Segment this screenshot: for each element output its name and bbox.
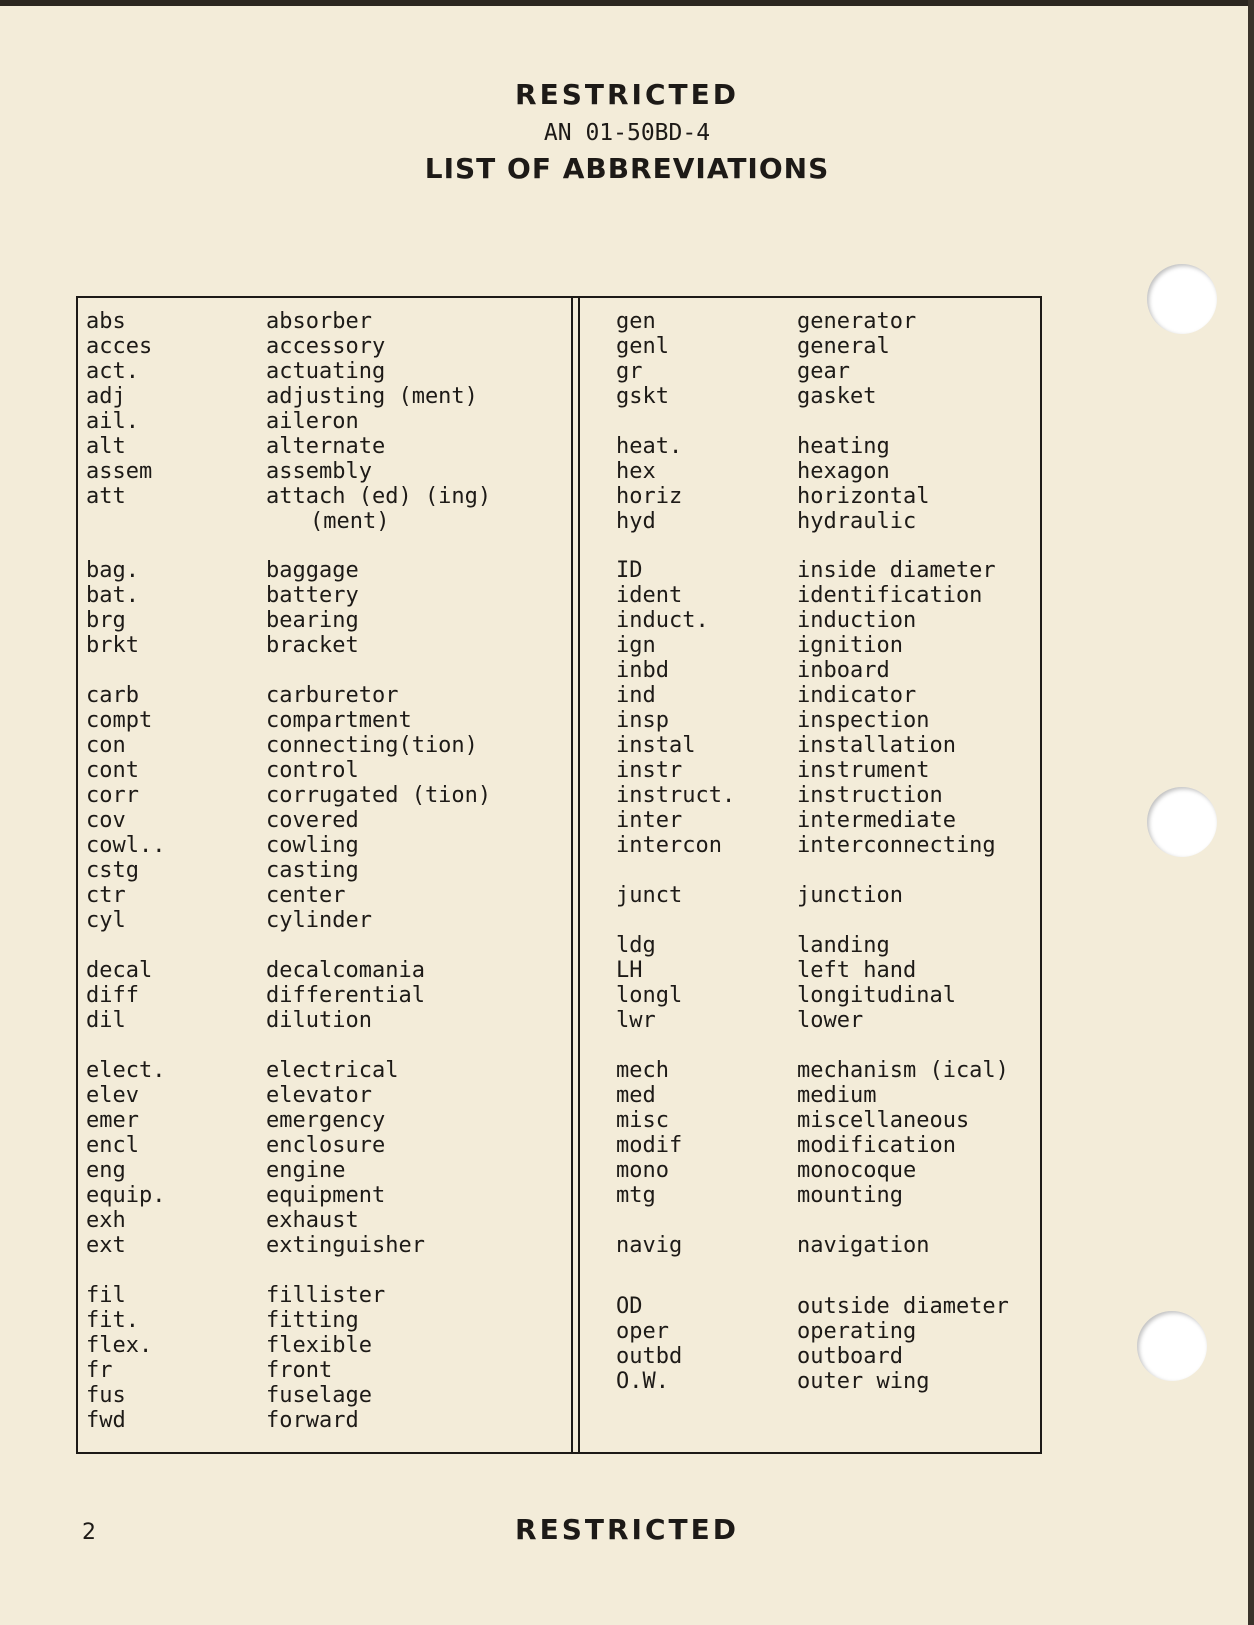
abbreviation: fus — [86, 1383, 126, 1408]
punch-hole — [1147, 264, 1217, 334]
abbreviation: bag. — [86, 558, 139, 583]
definition: fuselage — [266, 1383, 372, 1408]
definition: corrugated (tion) — [266, 783, 492, 808]
abbreviation: mech — [616, 1058, 669, 1083]
footer-classification: RESTRICTED — [515, 1513, 739, 1546]
definition: emergency — [266, 1108, 386, 1133]
abbreviation: elev — [86, 1083, 139, 1108]
definition: gear — [797, 359, 850, 384]
abbreviation: brg — [86, 608, 126, 633]
abbreviation: LH — [616, 958, 643, 983]
definition: lower — [797, 1008, 864, 1033]
definition: exhaust — [266, 1208, 359, 1233]
abbreviation: ident — [616, 583, 683, 608]
abbreviation: ctr — [86, 883, 126, 908]
abbreviation: eng — [86, 1158, 126, 1183]
definition: longitudinal — [797, 983, 956, 1008]
definition: covered — [266, 808, 359, 833]
definition: mechanism (ical) — [797, 1058, 1009, 1083]
definition: bearing — [266, 608, 359, 633]
column-divider — [578, 296, 580, 1454]
abbreviation: fwd — [86, 1408, 126, 1433]
definition: operating — [797, 1319, 917, 1344]
definition: assembly — [266, 459, 372, 484]
definition: baggage — [266, 558, 359, 583]
definition: heating — [797, 434, 890, 459]
definition: gasket — [797, 384, 877, 409]
document-number: AN 01-50BD-4 — [543, 120, 711, 146]
abbreviation: inter — [616, 808, 683, 833]
definition: horizontal — [797, 484, 930, 509]
page-title: LIST OF ABBREVIATIONS — [424, 152, 830, 185]
abbreviation: dil — [86, 1008, 126, 1033]
definition: forward — [266, 1408, 359, 1433]
punch-hole — [1147, 787, 1217, 857]
definition: left hand — [797, 958, 917, 983]
abbreviation: adj — [86, 384, 126, 409]
definition: accessory — [266, 334, 386, 359]
abbreviation: con — [86, 733, 126, 758]
abbreviation: ldg — [616, 933, 656, 958]
abbreviation: assem — [86, 459, 153, 484]
definition: outside diameter — [797, 1294, 1009, 1319]
definition: hydraulic — [797, 509, 917, 534]
abbreviation: insp — [616, 708, 669, 733]
abbreviation: ext — [86, 1233, 126, 1258]
abbreviation: act. — [86, 359, 139, 384]
definition: fillister — [266, 1283, 386, 1308]
abbreviation: junct — [616, 883, 683, 908]
abbreviation: lwr — [616, 1008, 656, 1033]
definition: monocoque — [797, 1158, 917, 1183]
abbreviation: emer — [86, 1108, 139, 1133]
abbreviation: instr — [616, 758, 683, 783]
abbreviation: intercon — [616, 833, 722, 858]
definition: equipment — [266, 1183, 386, 1208]
abbreviation: genl — [616, 334, 669, 359]
abbreviation: att — [86, 484, 126, 509]
definition: battery — [266, 583, 359, 608]
abbreviation: fit. — [86, 1308, 139, 1333]
definition: differential — [266, 983, 425, 1008]
abbreviation: mtg — [616, 1183, 656, 1208]
abbreviation: O.W. — [616, 1369, 669, 1394]
abbreviation: cont — [86, 758, 139, 783]
abbreviation: inbd — [616, 658, 669, 683]
abbreviation: exh — [86, 1208, 126, 1233]
abbreviation: carb — [86, 683, 139, 708]
abbreviation: acces — [86, 334, 153, 359]
definition: actuating — [266, 359, 386, 384]
definition: adjusting (ment) — [266, 384, 478, 409]
definition: aileron — [266, 409, 359, 434]
abbreviation: cowl.. — [86, 833, 166, 858]
abbreviation: longl — [616, 983, 683, 1008]
definition: installation — [797, 733, 956, 758]
definition: modification — [797, 1133, 956, 1158]
abbreviation: oper — [616, 1319, 669, 1344]
definition: junction — [797, 883, 903, 908]
definition: decalcomania — [266, 958, 425, 983]
definition: inside diameter — [797, 558, 996, 583]
definition: ignition — [797, 633, 903, 658]
punch-hole — [1137, 1311, 1207, 1381]
definition: miscellaneous — [797, 1108, 970, 1133]
definition: flexible — [266, 1333, 372, 1358]
abbreviation: flex. — [86, 1333, 153, 1358]
abbreviation: elect. — [86, 1058, 166, 1083]
page-edge-right — [1248, 0, 1254, 1625]
definition: front — [266, 1358, 333, 1383]
abbreviation: ail. — [86, 409, 139, 434]
abbreviation: gr — [616, 359, 643, 384]
definition: control — [266, 758, 359, 783]
definition: hexagon — [797, 459, 890, 484]
definition: enclosure — [266, 1133, 386, 1158]
definition: fitting — [266, 1308, 359, 1333]
abbreviation: bat. — [86, 583, 139, 608]
abbreviation: navig — [616, 1233, 683, 1258]
definition: instruction — [797, 783, 943, 808]
abbreviation: alt — [86, 434, 126, 459]
definition: outboard — [797, 1344, 903, 1369]
definition: cylinder — [266, 908, 372, 933]
definition: general — [797, 334, 890, 359]
abbreviation: gen — [616, 309, 656, 334]
abbreviation: instruct. — [616, 783, 736, 808]
abbreviation: fr — [86, 1358, 113, 1383]
definition: elevator — [266, 1083, 372, 1108]
abbreviation: misc — [616, 1108, 669, 1133]
abbreviation: OD — [616, 1294, 643, 1319]
definition: cowling — [266, 833, 359, 858]
definition: compartment — [266, 708, 412, 733]
definition: intermediate — [797, 808, 956, 833]
definition: identification — [797, 583, 983, 608]
abbreviation: equip. — [86, 1183, 166, 1208]
abbreviation: med — [616, 1083, 656, 1108]
definition: bracket — [266, 633, 359, 658]
abbreviation: hex — [616, 459, 656, 484]
abbreviation: instal — [616, 733, 696, 758]
abbreviation: compt — [86, 708, 153, 733]
abbreviation: cstg — [86, 858, 139, 883]
definition: inspection — [797, 708, 930, 733]
definition: mounting — [797, 1183, 903, 1208]
column-divider — [571, 296, 573, 1454]
definition: induction — [797, 608, 917, 633]
definition: inboard — [797, 658, 890, 683]
abbreviations-table — [76, 296, 1042, 1454]
abbreviation: ID — [616, 558, 643, 583]
definition: connecting(tion) — [266, 733, 478, 758]
definition: (ment) — [310, 509, 390, 534]
definition: carburetor — [266, 683, 399, 708]
abbreviation: horiz — [616, 484, 683, 509]
abbreviation: abs — [86, 309, 126, 334]
abbreviation: brkt — [86, 633, 139, 658]
definition: absorber — [266, 309, 372, 334]
abbreviation: decal — [86, 958, 153, 983]
definition: alternate — [266, 434, 386, 459]
abbreviation: ign — [616, 633, 656, 658]
definition: medium — [797, 1083, 877, 1108]
abbreviation: fil — [86, 1283, 126, 1308]
abbreviation: ind — [616, 683, 656, 708]
abbreviation: induct. — [616, 608, 709, 633]
definition: attach (ed) (ing) — [266, 484, 492, 509]
definition: electrical — [266, 1058, 399, 1083]
abbreviation: diff — [86, 983, 139, 1008]
abbreviation: cov — [86, 808, 126, 833]
abbreviation: encl — [86, 1133, 139, 1158]
definition: landing — [797, 933, 890, 958]
definition: outer wing — [797, 1369, 930, 1394]
definition: generator — [797, 309, 917, 334]
abbreviation: modif — [616, 1133, 683, 1158]
page-number: 2 — [82, 1520, 96, 1545]
abbreviation: hyd — [616, 509, 656, 534]
abbreviation: mono — [616, 1158, 669, 1183]
abbreviation: corr — [86, 783, 139, 808]
definition: indicator — [797, 683, 917, 708]
abbreviation: heat. — [616, 434, 683, 459]
definition: engine — [266, 1158, 346, 1183]
definition: center — [266, 883, 346, 908]
definition: navigation — [797, 1233, 930, 1258]
definition: interconnecting — [797, 833, 996, 858]
abbreviation: outbd — [616, 1344, 683, 1369]
abbreviation: cyl — [86, 908, 126, 933]
abbreviation: gskt — [616, 384, 669, 409]
definition: extinguisher — [266, 1233, 425, 1258]
definition: instrument — [797, 758, 930, 783]
page-edge-top — [0, 0, 1254, 6]
definition: casting — [266, 858, 359, 883]
header-classification: RESTRICTED — [515, 78, 739, 111]
definition: dilution — [266, 1008, 372, 1033]
